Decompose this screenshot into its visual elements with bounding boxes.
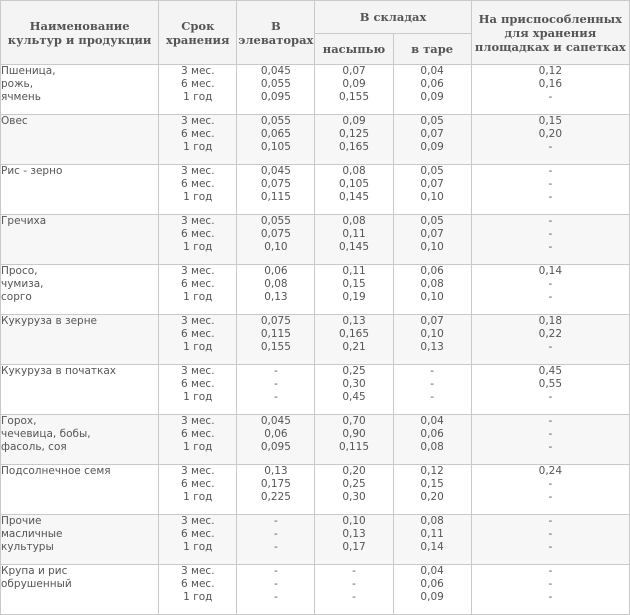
warehouse-tare-norm: 0,10 <box>420 328 444 340</box>
adapted-site-norm: 0,24 <box>538 465 563 477</box>
adapted-site-norm: 0,45 <box>538 365 563 377</box>
storage-term: 6 мес. <box>181 278 215 290</box>
adapted-site-norm-cell <box>471 215 629 265</box>
warehouse-tare-norm: 0,04 <box>420 65 444 77</box>
table-row <box>1 365 630 415</box>
crop-name-cell <box>1 265 159 315</box>
warehouse-bulk-norm-cell <box>315 165 393 215</box>
warehouse-tare-norm: 0,07 <box>420 315 444 327</box>
adapted-site-norm: - <box>548 415 553 427</box>
warehouse-bulk-norm: 0,90 <box>342 428 366 440</box>
elevator-norm: - <box>274 515 278 527</box>
adapted-site-norm: - <box>548 178 553 190</box>
warehouse-bulk-norm-cell <box>315 265 393 315</box>
warehouse-tare-norm: 0,09 <box>420 141 444 153</box>
warehouse-tare-norm-cell <box>393 565 471 615</box>
adapted-site-norm: - <box>548 141 553 153</box>
warehouse-tare-norm-cell <box>393 515 471 565</box>
crop-name: ячмень <box>1 91 41 103</box>
warehouse-bulk-norm: 0,10 <box>342 515 366 527</box>
elevator-norm-cell <box>237 465 315 515</box>
storage-term-cell <box>159 65 237 115</box>
elevator-norm: 0,045 <box>260 65 291 77</box>
adapted-site-norm-cell <box>471 415 629 465</box>
table-row <box>1 415 630 465</box>
elevator-norm: 0,075 <box>260 178 291 190</box>
warehouse-tare-norm: 0,07 <box>420 228 444 240</box>
header-adapted-sites: На приспособленных для хранения площадках и сапетках <box>471 1 629 65</box>
adapted-site-norm-cell <box>471 65 629 115</box>
warehouse-bulk-norm-cell <box>315 315 393 365</box>
warehouse-bulk-norm-cell <box>315 365 393 415</box>
warehouse-bulk-norm: 0,15 <box>342 278 366 290</box>
warehouse-tare-norm: 0,04 <box>420 415 444 427</box>
warehouse-tare-norm: 0,10 <box>420 241 444 253</box>
elevator-norm-cell <box>237 165 315 215</box>
warehouse-bulk-norm: 0,08 <box>342 215 366 227</box>
storage-term: 6 мес. <box>181 528 215 540</box>
warehouse-tare-norm: 0,10 <box>420 291 444 303</box>
table-row <box>1 65 630 115</box>
adapted-site-norm: - <box>548 441 553 453</box>
header-storage-term: Срок хранения <box>159 1 237 65</box>
crop-name: Овес <box>1 115 28 127</box>
storage-term: 6 мес. <box>181 378 215 390</box>
elevator-norm: 0,13 <box>264 291 288 303</box>
elevator-norm: 0,065 <box>260 128 291 140</box>
warehouse-tare-norm: 0,06 <box>420 578 444 590</box>
warehouse-tare-norm: 0,08 <box>420 278 444 290</box>
header-in-bulk: насыпью <box>315 34 393 65</box>
warehouse-bulk-norm: 0,09 <box>342 78 366 90</box>
adapted-site-norm: - <box>548 578 553 590</box>
warehouse-bulk-norm: 0,30 <box>342 491 366 503</box>
elevator-norm: 0,095 <box>260 91 291 103</box>
elevator-norm-cell <box>237 115 315 165</box>
elevator-norm: 0,115 <box>260 191 291 203</box>
elevator-norm-cell <box>237 365 315 415</box>
storage-term: 1 год <box>183 591 213 603</box>
crop-name: Горох, <box>1 415 37 427</box>
storage-term: 3 мес. <box>181 565 215 577</box>
storage-term: 1 год <box>183 441 213 453</box>
adapted-site-norm: 0,15 <box>538 115 563 127</box>
warehouse-bulk-norm-cell <box>315 215 393 265</box>
storage-term: 3 мес. <box>181 515 215 527</box>
elevator-norm-cell <box>237 565 315 615</box>
table-row <box>1 315 630 365</box>
crop-name-cell <box>1 115 159 165</box>
elevator-norm-cell <box>237 265 315 315</box>
adapted-site-norm: - <box>548 391 553 403</box>
adapted-site-norm: - <box>548 565 553 577</box>
elevator-norm-cell <box>237 315 315 365</box>
elevator-norm: - <box>274 565 278 577</box>
warehouse-bulk-norm-cell <box>315 515 393 565</box>
adapted-site-norm: 0,14 <box>538 265 563 277</box>
storage-term-cell <box>159 515 237 565</box>
elevator-norm: 0,10 <box>264 241 288 253</box>
adapted-site-norm: - <box>548 241 553 253</box>
header-elevators: В элеваторах <box>237 1 315 65</box>
storage-term: 3 мес. <box>181 65 215 77</box>
warehouse-bulk-norm-cell <box>315 415 393 465</box>
warehouse-bulk-norm: 0,21 <box>342 341 366 353</box>
adapted-site-norm-cell <box>471 115 629 165</box>
warehouse-bulk-norm: 0,115 <box>338 441 370 453</box>
crop-name: Просо, <box>1 265 38 277</box>
adapted-site-norm: - <box>548 191 553 203</box>
table-body <box>1 65 630 615</box>
storage-term: 1 год <box>183 541 213 553</box>
crop-name: Рис - зерно <box>1 165 63 177</box>
crop-name-cell <box>1 565 159 615</box>
crop-name: Подсолнечное семя <box>1 465 111 477</box>
adapted-site-norm: - <box>548 591 553 603</box>
crop-name: чечевица, бобы, <box>1 428 91 440</box>
storage-term: 6 мес. <box>181 428 215 440</box>
elevator-norm: - <box>274 591 278 603</box>
warehouse-tare-norm: 0,06 <box>420 78 444 90</box>
elevator-norm: 0,075 <box>260 315 291 327</box>
adapted-site-norm: - <box>548 541 553 553</box>
warehouse-tare-norm: 0,05 <box>420 165 444 177</box>
storage-term: 6 мес. <box>181 578 215 590</box>
adapted-site-norm: - <box>548 341 553 353</box>
elevator-norm: 0,075 <box>260 228 291 240</box>
storage-term-cell <box>159 115 237 165</box>
elevator-norm: 0,055 <box>260 215 291 227</box>
crop-name: фасоль, соя <box>1 441 67 453</box>
crop-name: Крупа и рис <box>1 565 68 577</box>
elevator-norm: - <box>274 541 278 553</box>
storage-term-cell <box>159 365 237 415</box>
elevator-norm: 0,08 <box>264 278 288 290</box>
warehouse-bulk-norm: 0,125 <box>338 128 370 140</box>
elevator-norm: 0,225 <box>260 491 291 503</box>
warehouse-bulk-norm: 0,19 <box>342 291 366 303</box>
adapted-site-norm: - <box>548 165 553 177</box>
warehouse-bulk-norm: 0,25 <box>342 365 366 377</box>
adapted-site-norm: 0,55 <box>538 378 563 390</box>
storage-term: 3 мес. <box>181 265 215 277</box>
elevator-norm: - <box>274 578 278 590</box>
warehouse-tare-norm: 0,07 <box>420 128 444 140</box>
warehouse-bulk-norm: 0,165 <box>338 328 370 340</box>
warehouse-bulk-norm-cell <box>315 465 393 515</box>
adapted-site-norm-cell <box>471 465 629 515</box>
elevator-norm: 0,045 <box>260 415 291 427</box>
storage-term-cell <box>159 265 237 315</box>
adapted-site-norm-cell <box>471 315 629 365</box>
storage-term: 6 мес. <box>181 478 215 490</box>
adapted-site-norm: - <box>548 278 553 290</box>
warehouse-bulk-norm: 0,13 <box>342 528 366 540</box>
table-row <box>1 215 630 265</box>
adapted-site-norm: 0,22 <box>538 328 563 340</box>
warehouse-bulk-norm: 0,25 <box>342 478 366 490</box>
elevator-norm: - <box>274 391 278 403</box>
adapted-site-norm: 0,16 <box>538 78 563 90</box>
storage-term: 1 год <box>183 491 213 503</box>
elevator-norm: 0,06 <box>264 428 288 440</box>
adapted-site-norm-cell <box>471 165 629 215</box>
adapted-site-norm: - <box>548 478 553 490</box>
warehouse-tare-norm-cell <box>393 115 471 165</box>
elevator-norm: - <box>274 365 278 377</box>
adapted-site-norm: - <box>548 215 553 227</box>
warehouse-tare-norm: 0,14 <box>420 541 444 553</box>
warehouse-tare-norm: 0,11 <box>420 528 444 540</box>
warehouse-bulk-norm: 0,155 <box>338 91 370 103</box>
adapted-site-norm-cell <box>471 565 629 615</box>
warehouse-tare-norm: 0,12 <box>420 465 444 477</box>
warehouse-tare-norm-cell <box>393 215 471 265</box>
elevator-norm: 0,095 <box>260 441 291 453</box>
adapted-site-norm: - <box>548 291 553 303</box>
warehouse-tare-norm: 0,13 <box>420 341 444 353</box>
crop-name: сорго <box>1 291 32 303</box>
warehouse-tare-norm: 0,20 <box>420 491 444 503</box>
warehouse-tare-norm: 0,07 <box>420 178 444 190</box>
elevator-norm: 0,155 <box>260 341 291 353</box>
table-row <box>1 465 630 515</box>
adapted-site-norm-cell <box>471 515 629 565</box>
crop-name: масличные <box>1 528 63 540</box>
warehouse-bulk-norm: 0,11 <box>342 265 366 277</box>
warehouse-tare-norm-cell <box>393 265 471 315</box>
warehouse-bulk-norm: 0,20 <box>342 465 366 477</box>
adapted-site-norm: 0,18 <box>538 315 563 327</box>
table-row <box>1 265 630 315</box>
warehouse-bulk-norm-cell <box>315 65 393 115</box>
warehouse-tare-norm-cell <box>393 415 471 465</box>
crop-name: Кукуруза в зерне <box>1 315 98 327</box>
storage-term: 3 мес. <box>181 215 215 227</box>
warehouse-bulk-norm: 0,30 <box>342 378 366 390</box>
adapted-site-norm: - <box>548 228 553 240</box>
warehouse-tare-norm: 0,08 <box>420 515 444 527</box>
crop-name-cell <box>1 515 159 565</box>
table-row <box>1 165 630 215</box>
elevator-norm: 0,06 <box>264 265 288 277</box>
warehouse-tare-norm: 0,10 <box>420 191 444 203</box>
warehouse-tare-norm: 0,05 <box>420 115 444 127</box>
storage-term-cell <box>159 315 237 365</box>
storage-term: 1 год <box>183 241 213 253</box>
storage-term: 1 год <box>183 391 213 403</box>
warehouse-bulk-norm: - <box>352 578 356 590</box>
table-row <box>1 115 630 165</box>
storage-term-cell <box>159 415 237 465</box>
elevator-norm: 0,13 <box>264 465 288 477</box>
storage-term: 6 мес. <box>181 128 215 140</box>
storage-term-cell <box>159 165 237 215</box>
storage-term: 6 мес. <box>181 228 215 240</box>
storage-term: 1 год <box>183 191 213 203</box>
warehouse-bulk-norm: 0,13 <box>342 315 366 327</box>
storage-term: 3 мес. <box>181 315 215 327</box>
warehouse-tare-norm: 0,05 <box>420 215 444 227</box>
header-crop-name: Наименование культур и продукции <box>1 1 159 65</box>
warehouse-tare-norm: - <box>430 391 435 403</box>
storage-term: 1 год <box>183 141 213 153</box>
warehouse-bulk-norm: 0,11 <box>342 228 366 240</box>
adapted-site-norm-cell <box>471 365 629 415</box>
storage-term: 3 мес. <box>181 415 215 427</box>
warehouse-bulk-norm: 0,08 <box>342 165 366 177</box>
warehouse-tare-norm: 0,09 <box>420 91 444 103</box>
warehouse-bulk-norm: - <box>352 565 356 577</box>
storage-term-cell <box>159 465 237 515</box>
warehouse-bulk-norm: 0,07 <box>342 65 366 77</box>
storage-term: 1 год <box>183 91 213 103</box>
warehouse-bulk-norm: 0,165 <box>338 141 370 153</box>
crop-name: чумиза, <box>1 278 44 290</box>
elevator-norm: 0,055 <box>260 115 291 127</box>
crop-name: культуры <box>1 541 54 553</box>
crop-name: Пшеница, <box>1 65 56 77</box>
warehouse-tare-norm: 0,08 <box>420 441 444 453</box>
elevator-norm-cell <box>237 515 315 565</box>
elevator-norm-cell <box>237 415 315 465</box>
adapted-site-norm: - <box>548 491 553 503</box>
adapted-site-norm: - <box>548 428 553 440</box>
warehouse-bulk-norm: 0,70 <box>342 415 366 427</box>
storage-term: 6 мес. <box>181 178 215 190</box>
storage-term-cell <box>159 215 237 265</box>
crop-name-cell <box>1 415 159 465</box>
elevator-norm: 0,045 <box>260 165 291 177</box>
storage-term: 3 мес. <box>181 165 215 177</box>
storage-term-cell <box>159 565 237 615</box>
elevator-norm: 0,115 <box>260 328 291 340</box>
crop-name-cell <box>1 465 159 515</box>
warehouse-tare-norm: - <box>430 365 435 377</box>
elevator-norm-cell <box>237 65 315 115</box>
elevator-norm: 0,055 <box>260 78 291 90</box>
warehouse-tare-norm-cell <box>393 65 471 115</box>
warehouse-tare-norm: 0,04 <box>420 565 444 577</box>
storage-term: 1 год <box>183 291 213 303</box>
storage-term: 6 мес. <box>181 328 215 340</box>
warehouse-bulk-norm: 0,105 <box>338 178 370 190</box>
adapted-site-norm: - <box>548 528 553 540</box>
warehouse-tare-norm: - <box>430 378 435 390</box>
crop-name-cell <box>1 315 159 365</box>
warehouse-bulk-norm: - <box>352 591 356 603</box>
adapted-site-norm-cell <box>471 265 629 315</box>
warehouse-tare-norm-cell <box>393 465 471 515</box>
crop-name-cell <box>1 215 159 265</box>
header-in-tare: в таре <box>393 34 471 65</box>
warehouse-bulk-norm-cell <box>315 115 393 165</box>
elevator-norm-cell <box>237 215 315 265</box>
crop-name: рожь, <box>1 78 34 90</box>
table-header <box>1 1 630 65</box>
warehouse-tare-norm: 0,09 <box>420 591 444 603</box>
warehouse-bulk-norm: 0,09 <box>342 115 366 127</box>
elevator-norm: 0,105 <box>260 141 291 153</box>
warehouse-tare-norm-cell <box>393 165 471 215</box>
crop-name: Гречиха <box>1 215 47 227</box>
crop-name: Прочие <box>1 515 42 527</box>
warehouse-bulk-norm: 0,145 <box>338 191 370 203</box>
warehouse-tare-norm-cell <box>393 365 471 415</box>
adapted-site-norm: - <box>548 91 553 103</box>
warehouse-bulk-norm: 0,17 <box>342 541 366 553</box>
adapted-site-norm: 0,12 <box>538 65 563 77</box>
storage-term: 1 год <box>183 341 213 353</box>
crop-name-cell <box>1 165 159 215</box>
storage-term: 3 мес. <box>181 465 215 477</box>
table-row <box>1 565 630 615</box>
warehouse-bulk-norm-cell <box>315 565 393 615</box>
elevator-norm: 0,175 <box>260 478 291 490</box>
elevator-norm: - <box>274 378 278 390</box>
storage-term: 3 мес. <box>181 115 215 127</box>
storage-term: 6 мес. <box>181 78 215 90</box>
header-warehouses: В складах <box>315 1 471 34</box>
adapted-site-norm: - <box>548 515 553 527</box>
crop-name-cell <box>1 365 159 415</box>
adapted-site-norm: 0,20 <box>538 128 563 140</box>
warehouse-bulk-norm: 0,45 <box>342 391 366 403</box>
storage-term: 3 мес. <box>181 365 215 377</box>
warehouse-tare-norm-cell <box>393 315 471 365</box>
crop-name: Кукуруза в початках <box>1 365 117 377</box>
table-row <box>1 515 630 565</box>
warehouse-tare-norm: 0,15 <box>420 478 444 490</box>
warehouse-tare-norm: 0,06 <box>420 265 444 277</box>
warehouse-bulk-norm: 0,145 <box>338 241 370 253</box>
crop-name: обрушенный <box>1 578 72 590</box>
warehouse-tare-norm: 0,06 <box>420 428 444 440</box>
elevator-norm: - <box>274 528 278 540</box>
crop-name-cell <box>1 65 159 115</box>
